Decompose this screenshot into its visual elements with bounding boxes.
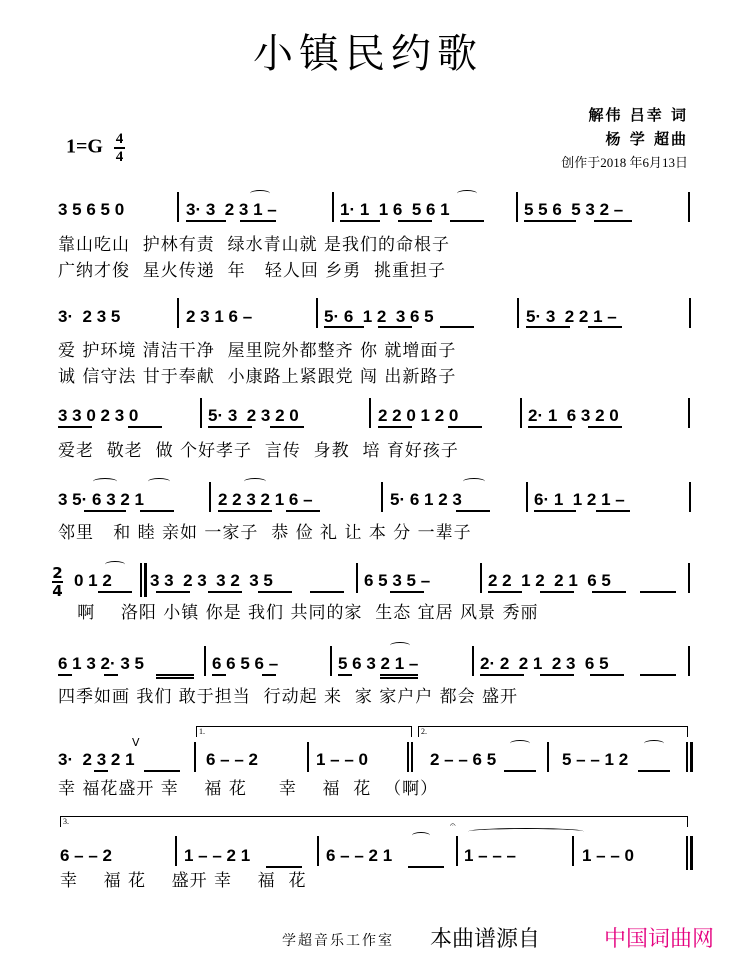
barline — [194, 742, 196, 772]
measure-notes: 5· 6 1 2 3 — [390, 490, 462, 509]
final-barline — [686, 836, 688, 870]
barline — [520, 398, 522, 428]
volta-2: 2. — [418, 726, 688, 737]
measure-notes: 6 – – 2 — [60, 846, 112, 865]
measure-notes: 2· 1 6 3 2 0 — [528, 406, 619, 425]
lyricist-credit: 解伟 吕幸 词 — [588, 106, 688, 124]
barline — [688, 192, 690, 222]
measure-notes: 3 5· 6 3 2 1 — [58, 490, 145, 509]
barline — [175, 836, 177, 866]
barline — [547, 742, 549, 772]
measure-notes: 2 – – 6 5 — [430, 750, 497, 769]
measure-notes: 3 3 0 2 3 0 — [58, 406, 139, 425]
measure-notes: 3 3 2 3 3 2 3 5 — [150, 571, 273, 590]
barline — [516, 192, 518, 222]
barline — [689, 482, 691, 512]
measure-notes: 3· 2 3 5 — [58, 307, 121, 326]
time-signature-change: 2 4 — [52, 564, 63, 600]
creation-date: 创作于2018 年6月13日 — [561, 155, 688, 170]
barline — [177, 298, 179, 328]
lyrics-verse-2: 诚 信守法 甘于奉献 小康路上紧跟党 闯 出新路子 — [58, 367, 457, 387]
barline — [317, 836, 319, 866]
key-label: 1=G — [66, 135, 103, 158]
measure-notes: 2 2 1 2 2 1 6 5 — [488, 571, 611, 590]
barline — [177, 192, 179, 222]
measure-notes: 0 1 2 — [74, 571, 112, 590]
slur — [148, 478, 170, 485]
barline — [204, 646, 206, 676]
measure-notes: 1· 1 1 6 5 6 1 — [340, 200, 450, 219]
measure-notes: 5 – – 1 2 — [562, 750, 629, 769]
measure-notes: 3 5 6 5 0 — [58, 200, 125, 219]
measure-notes: 5· 3 2 3 2 0 — [208, 406, 299, 425]
measure-notes: 1 – – 2 1 — [184, 846, 251, 865]
song-title: 小镇民约歌 — [253, 31, 483, 77]
barline — [381, 482, 383, 512]
measure-notes: 6 – – 2 1 — [326, 846, 393, 865]
slur — [93, 478, 117, 485]
measure-notes: 3· 2 3 2 1 — [58, 750, 135, 769]
measure-notes: 1 – – – — [464, 846, 516, 865]
lyrics-verse-1: 啊 洛阳 小镇 你是 我们 共同的家 生态 宜居 风景 秀丽 — [58, 603, 539, 623]
measure-notes: 2 2 0 1 2 0 — [378, 406, 459, 425]
barline — [200, 398, 202, 428]
fermata-icon: 𝄐 — [450, 820, 456, 831]
slur — [105, 561, 125, 568]
lyrics-verse-1: 靠山吃山 护林有责 绿水青山就 是我们的命根子 — [58, 235, 451, 255]
breath-mark: V — [132, 736, 140, 749]
barline — [526, 482, 528, 512]
barline — [456, 836, 458, 866]
barline — [517, 298, 519, 328]
volta-3: 3. — [60, 816, 688, 827]
measure-notes: 6 – – 2 — [206, 750, 258, 769]
key-signature — [66, 132, 125, 164]
barline — [316, 298, 318, 328]
measure-notes: 2 3 1 6 – — [186, 307, 253, 326]
measure-notes: 6 1 3 2· 3 5 — [58, 654, 145, 673]
source-label: 本曲谱源自 — [430, 927, 541, 952]
lyrics-verse-1: 爱 护环境 清洁干净 屋里院外都整齐 你 就增面子 — [58, 341, 457, 361]
lyrics-verse-1: 幸 福 花 盛开 幸 福 花 — [60, 871, 307, 891]
time-signature: $\frac{4}{4}$ — [115, 131, 124, 165]
repeat-start-barline — [140, 563, 142, 597]
source-site-link[interactable]: 中国词曲网 — [604, 927, 715, 952]
lyrics-verse-1: 爱老 敬老 做 个好孝子 言传 身教 培 育好孩子 — [58, 441, 459, 461]
barline — [330, 646, 332, 676]
measure-notes: 5 6 3 2 1 – — [338, 654, 419, 673]
measure-notes: 6· 1 1 2 1 – — [534, 490, 625, 509]
measure-notes: 2 2 3 2 1 6 – — [218, 490, 313, 509]
measure-notes: 1 – – 0 — [582, 846, 634, 865]
barline — [209, 482, 211, 512]
lyrics-verse-2: 广纳才俊 星火传递 年 轻人回 乡勇 挑重担子 — [58, 261, 447, 281]
slur — [390, 642, 410, 649]
measure-notes: 5· 6 1 2 3 6 5 — [324, 307, 434, 326]
measure-notes: 2· 2 2 1 2 3 6 5 — [480, 654, 609, 673]
barline — [472, 646, 474, 676]
barline — [369, 398, 371, 428]
slur — [412, 832, 430, 839]
barline — [688, 398, 690, 428]
lyrics-verse-1: 邻里 和 睦 亲如 一家子 恭 俭 礼 让 本 分 一辈子 — [58, 523, 472, 543]
measure-notes: 5· 3 2 2 1 – — [526, 307, 617, 326]
lyrics-verse-1: 四季如画 我们 敢于担当 行动起 来 家 家户户 都会 盛开 — [58, 687, 519, 707]
tie — [468, 828, 584, 835]
barline — [480, 563, 482, 593]
measure-notes: 6 5 3 5 – — [364, 571, 431, 590]
slur — [644, 740, 664, 747]
slur — [244, 478, 266, 485]
barline — [356, 563, 358, 593]
composer-credit: 杨 学 超曲 — [605, 130, 688, 148]
slur — [250, 190, 270, 197]
barline — [332, 192, 334, 222]
slur — [457, 190, 477, 197]
lyrics-verse-1: 幸 福花盛开 幸 福 花 幸 福 花 （啊） — [58, 779, 439, 799]
measure-notes: 6 6 5 6 – — [212, 654, 279, 673]
slur — [463, 478, 485, 485]
barline — [572, 836, 574, 866]
double-barline — [407, 742, 409, 772]
repeat-end-barline — [686, 742, 688, 772]
studio-credit: 学超音乐工作室 — [282, 933, 394, 949]
barline — [689, 298, 691, 328]
barline — [688, 563, 690, 593]
barline — [688, 646, 690, 676]
slur — [510, 740, 530, 747]
measure-notes: 5 5 6 5 3 2 – — [524, 200, 624, 219]
volta-1: 1. — [196, 726, 412, 737]
measure-notes: 3· 3 2 3 1 – — [186, 200, 277, 219]
barline — [307, 742, 309, 772]
measure-notes: 1 – – 0 — [316, 750, 368, 769]
